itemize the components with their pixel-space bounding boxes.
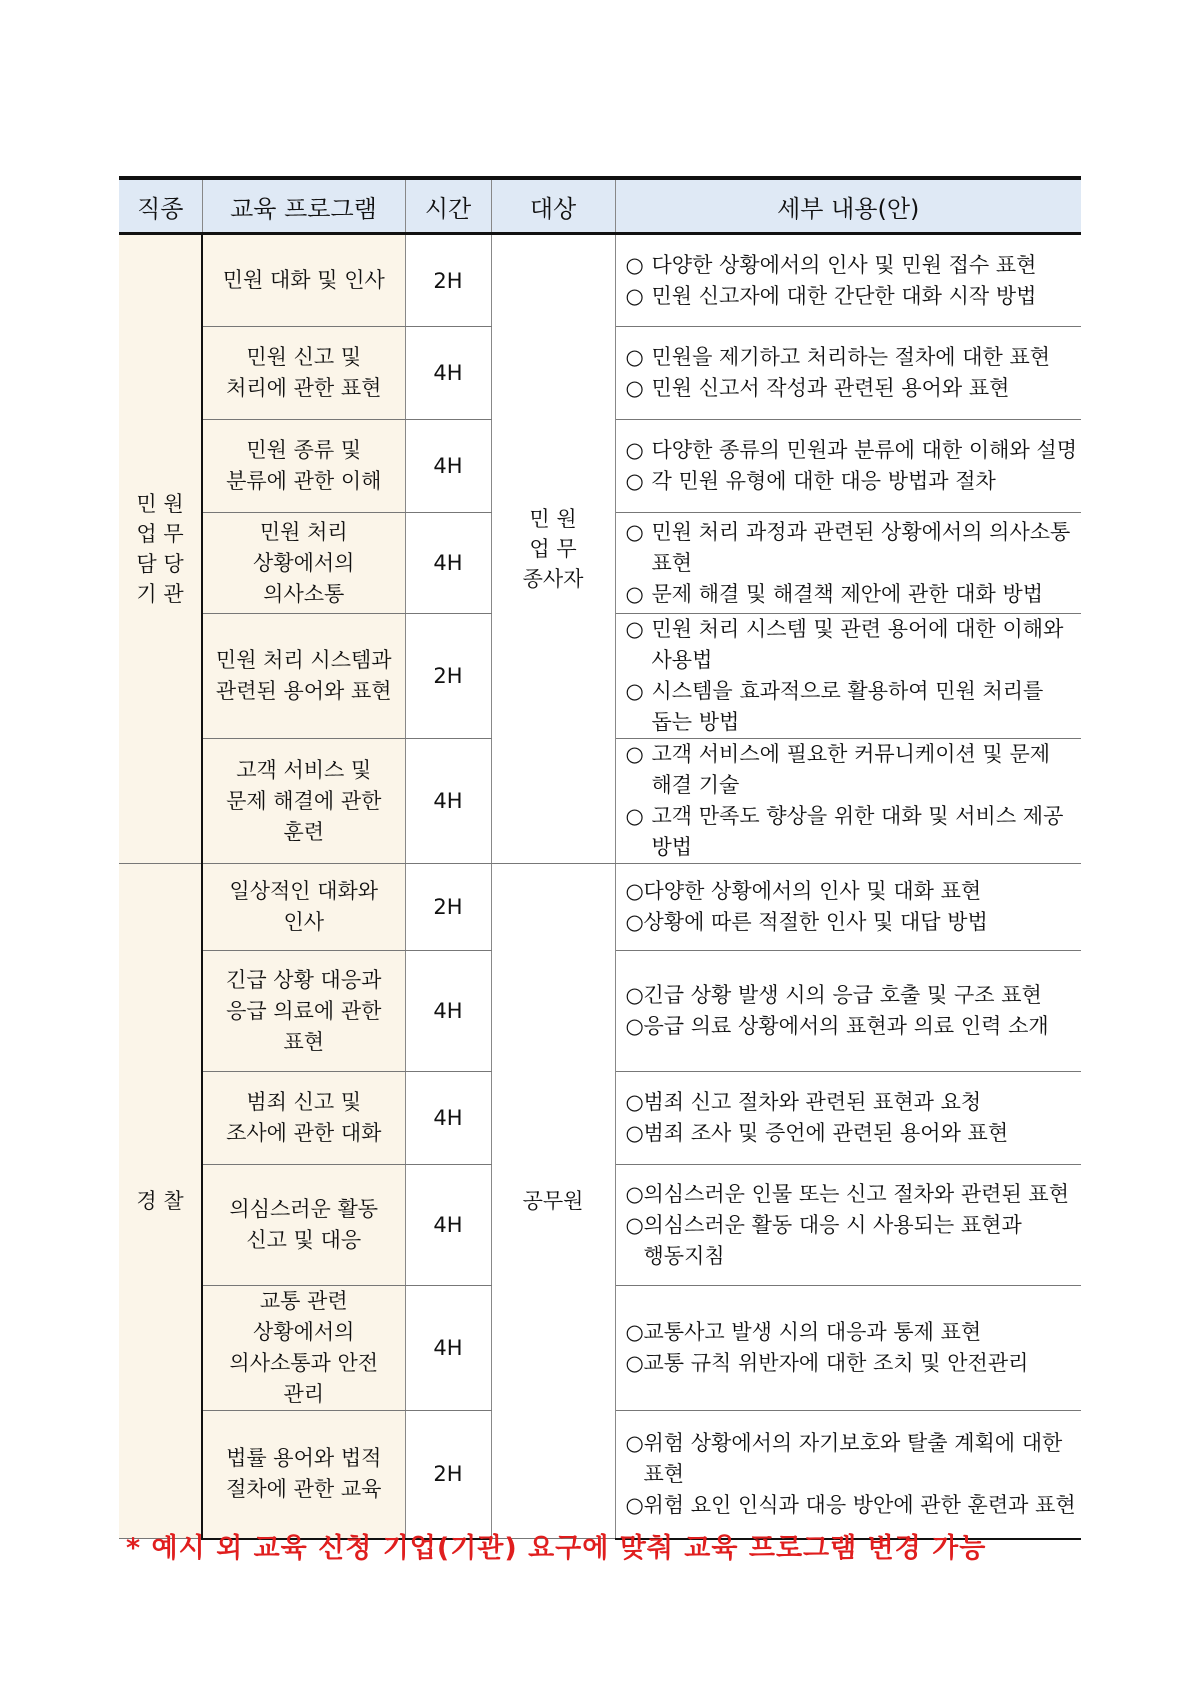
detail-item [626, 250, 1082, 281]
detail-text: 의심스러운 인물 또는 신고 절차와 관련된 표현 [643, 1181, 1069, 1206]
hours-cell: 4H [405, 739, 491, 864]
target-cell [491, 234, 615, 864]
program-cell [202, 739, 405, 864]
detail-text: 다양한 상황에서의 인사 및 대화 표현 [643, 879, 982, 903]
bullet-icon: ○ [625, 1320, 644, 1344]
bullet-icon: ○ [625, 910, 644, 934]
program-name: 일상적인 대화와 인사 [229, 879, 379, 934]
detail-text: 고객 서비스에 필요한 커뮤니케이션 및 문제 해결 기술 [651, 742, 1051, 797]
detail-text: 상황에 따른 적절한 인사 및 대답 방법 [643, 910, 988, 934]
bullet-icon: ○ [625, 581, 644, 606]
detail-item [626, 1118, 1082, 1149]
detail-text: 민원 처리 시스템 및 관련 용어에 대한 이해와 사용법 [651, 617, 1064, 672]
category-cell [119, 864, 202, 1539]
detail-text: 각 민원 유형에 대한 대응 방법과 절차 [651, 469, 996, 493]
program-cell [202, 327, 405, 420]
bullet-icon: ○ [625, 1492, 644, 1517]
detail-item [626, 876, 1082, 907]
program-name: 범죄 신고 및 조사에 관한 대화 [226, 1090, 382, 1145]
bullet-icon: ○ [625, 376, 644, 400]
bullet-icon: ○ [625, 519, 644, 544]
hours-cell: 2H [405, 1411, 491, 1539]
bullet-icon: ○ [625, 438, 644, 462]
bullet-icon: ○ [625, 1212, 644, 1237]
program-cell [202, 513, 405, 614]
program-cell [202, 864, 405, 951]
table-row [119, 234, 1081, 327]
detail-item [626, 1087, 1082, 1118]
detail-text: 긴급 상황 발생 시의 응급 호출 및 구조 표현 [643, 983, 1042, 1007]
detail-item [626, 1428, 1082, 1490]
details-cell [615, 614, 1081, 739]
category-line: 담 당 [136, 552, 184, 576]
detail-item [626, 907, 1082, 938]
details-cell [615, 513, 1081, 614]
program-cell [202, 951, 405, 1072]
program-cell [202, 1165, 405, 1286]
header-category: 직종 [119, 178, 202, 234]
detail-item [626, 980, 1082, 1011]
details-cell [615, 864, 1081, 951]
program-name: 민원 대화 및 인사 [222, 268, 385, 292]
curriculum-table [119, 176, 1081, 1540]
bullet-icon: ○ [625, 1430, 644, 1455]
target-cell [491, 864, 615, 1539]
detail-item [626, 739, 1082, 801]
details-cell [615, 234, 1081, 327]
target-line: 민 원 [529, 507, 577, 531]
detail-item [626, 435, 1082, 466]
details-cell [615, 1072, 1081, 1165]
program-cell [202, 1411, 405, 1539]
details-cell [615, 1411, 1081, 1539]
hours-cell: 4H [405, 1165, 491, 1286]
hours-cell: 2H [405, 614, 491, 739]
detail-text: 교통사고 발생 시의 대응과 통제 표현 [643, 1320, 982, 1344]
category-line: 민 원 [136, 492, 184, 516]
detail-item [626, 1179, 1082, 1210]
target-line: 공무원 [522, 1189, 584, 1213]
detail-text: 범죄 조사 및 증언에 관련된 용어와 표현 [643, 1121, 1009, 1145]
program-name: 민원 처리 시스템과 관련된 용어와 표현 [215, 648, 392, 703]
bullet-icon: ○ [625, 283, 644, 308]
hours-cell: 4H [405, 951, 491, 1072]
detail-text: 고객 만족도 향상을 위한 대화 및 서비스 제공 방법 [651, 804, 1064, 859]
category-line: 업 무 [136, 522, 184, 546]
category-line: 기 관 [136, 582, 184, 606]
details-cell [615, 420, 1081, 513]
program-name: 고객 서비스 및 문제 해결에 관한 훈련 [226, 757, 382, 844]
program-cell [202, 1286, 405, 1411]
table-body [119, 234, 1081, 1539]
detail-text: 시스템을 효과적으로 활용하여 민원 처리를 돕는 방법 [651, 679, 1044, 734]
program-cell [202, 1072, 405, 1165]
detail-text: 교통 규칙 위반자에 대한 조치 및 안전관리 [643, 1351, 1029, 1375]
hours-cell: 2H [405, 864, 491, 951]
hours-cell: 4H [405, 513, 491, 614]
detail-item [626, 1011, 1082, 1042]
detail-item [626, 517, 1082, 579]
bullet-icon: ○ [625, 1090, 644, 1114]
program-name: 법률 용어와 법적 절차에 관한 교육 [226, 1446, 382, 1502]
header-target: 대상 [491, 178, 615, 234]
hours-cell: 4H [405, 327, 491, 420]
bullet-icon: ○ [625, 1181, 644, 1206]
detail-item [626, 281, 1082, 312]
detail-item [626, 466, 1082, 497]
program-name: 민원 신고 및 처리에 관한 표현 [226, 345, 382, 400]
detail-text: 다양한 상황에서의 인사 및 민원 접수 표현 [651, 252, 1037, 277]
category-line: 경 찰 [136, 1189, 184, 1213]
bullet-icon: ○ [625, 679, 644, 703]
details-cell [615, 951, 1081, 1072]
details-cell [615, 739, 1081, 864]
bullet-icon: ○ [625, 1014, 644, 1038]
detail-item [626, 801, 1082, 863]
program-name: 민원 처리 상황에서의 의사소통 [253, 519, 355, 606]
bullet-icon: ○ [625, 804, 644, 828]
detail-text: 다양한 종류의 민원과 분류에 대한 이해와 설명 [651, 438, 1077, 462]
detail-text: 위험 요인 인식과 대응 방안에 관한 훈련과 표현 [643, 1492, 1076, 1517]
detail-item [626, 614, 1082, 676]
detail-text: 민원 신고자에 대한 간단한 대화 시작 방법 [651, 283, 1037, 308]
detail-item [626, 579, 1082, 610]
bullet-icon: ○ [625, 879, 644, 903]
detail-item [626, 1490, 1082, 1521]
detail-text: 문제 해결 및 해결책 제안에 관한 대화 방법 [651, 581, 1044, 606]
bullet-icon: ○ [625, 983, 644, 1007]
table-row [119, 864, 1081, 951]
table-header-row [119, 178, 1081, 234]
program-cell [202, 420, 405, 513]
bullet-icon: ○ [625, 345, 644, 369]
program-cell [202, 614, 405, 739]
detail-text: 민원 처리 과정과 관련된 상황에서의 의사소통 표현 [651, 519, 1071, 575]
detail-item [626, 1348, 1082, 1379]
details-cell [615, 327, 1081, 420]
bullet-icon: ○ [625, 617, 644, 641]
detail-text: 위험 상황에서의 자기보호와 탈출 계획에 대한 표현 [643, 1430, 1063, 1486]
bullet-icon: ○ [625, 252, 644, 277]
header-program: 교육 프로그램 [202, 178, 405, 234]
hours-cell: 4H [405, 1286, 491, 1411]
bullet-icon: ○ [625, 1351, 644, 1375]
detail-item [626, 676, 1082, 738]
target-line: 종사자 [522, 567, 584, 591]
detail-item [626, 342, 1082, 373]
detail-text: 민원 신고서 작성과 관련된 용어와 표현 [651, 376, 1010, 400]
bullet-icon: ○ [625, 1121, 644, 1145]
details-cell [615, 1165, 1081, 1286]
detail-text: 범죄 신고 절차와 관련된 표현과 요청 [643, 1090, 982, 1114]
detail-text: 민원을 제기하고 처리하는 절차에 대한 표현 [651, 345, 1051, 369]
hours-cell: 4H [405, 420, 491, 513]
detail-item [626, 373, 1082, 404]
bullet-icon: ○ [625, 742, 644, 766]
detail-item [626, 1317, 1082, 1348]
program-name: 의심스러운 활동 신고 및 대응 [229, 1197, 379, 1252]
detail-item [626, 1210, 1082, 1272]
program-name: 교통 관련 상황에서의 의사소통과 안전 관리 [229, 1289, 379, 1406]
header-hours: 시간 [405, 178, 491, 234]
detail-text: 의심스러운 활동 대응 시 사용되는 표현과 행동지침 [643, 1212, 1022, 1268]
header-details: 세부 내용(안) [615, 178, 1081, 234]
program-name: 민원 종류 및 분류에 관한 이해 [226, 438, 382, 493]
bullet-icon: ○ [625, 469, 644, 493]
program-cell [202, 234, 405, 327]
category-cell [119, 234, 202, 864]
hours-cell: 4H [405, 1072, 491, 1165]
details-cell [615, 1286, 1081, 1411]
hours-cell: 2H [405, 234, 491, 327]
target-line: 업 무 [529, 537, 577, 561]
detail-text: 응급 의료 상황에서의 표현과 의료 인력 소개 [643, 1014, 1049, 1038]
footnote: * 예시 외 교육 신청 기업(기관) 요구에 맞춰 교육 프로그램 변경 가능 [126, 1533, 987, 1564]
program-name: 긴급 상황 대응과 응급 의료에 관한 표현 [226, 967, 382, 1054]
